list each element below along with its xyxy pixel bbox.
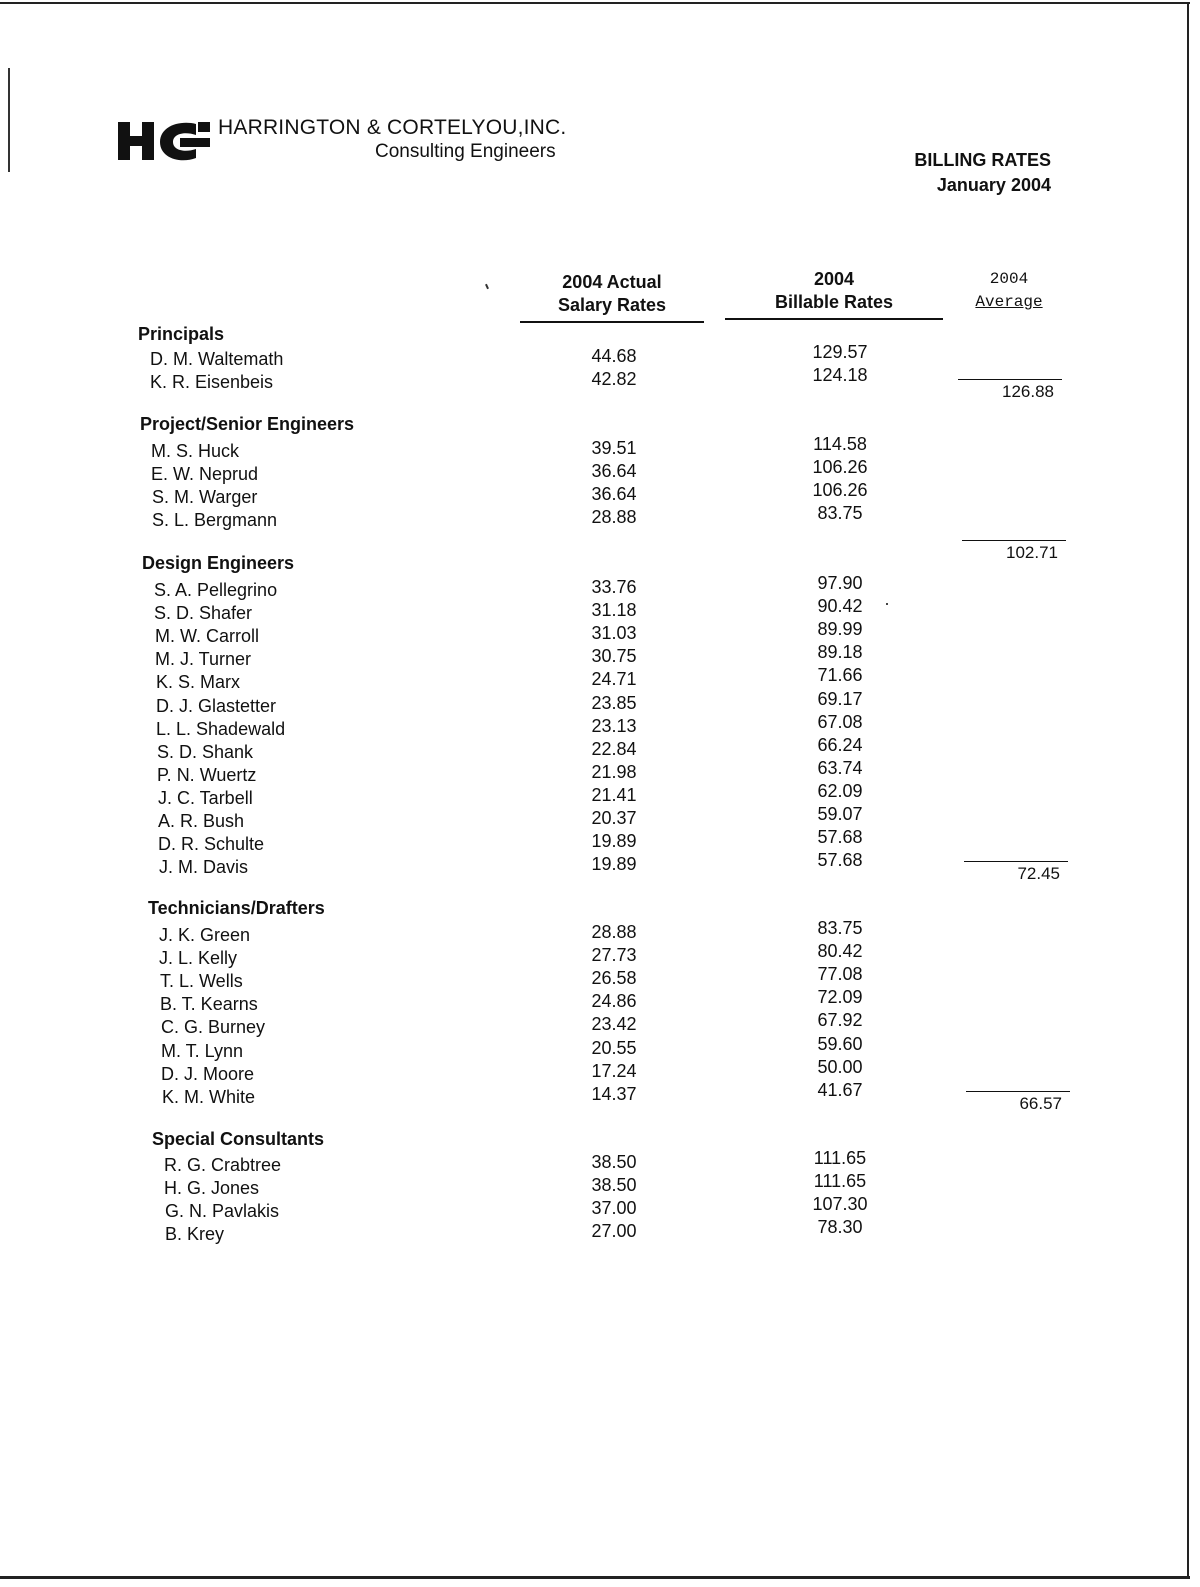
table-row (0, 804, 1100, 831)
billable-rate: 63.74 (817, 758, 863, 778)
salary-rate: 37.00 (591, 1198, 637, 1218)
salary-rate: 23.85 (591, 693, 637, 713)
employee-name: D. R. Schulte (158, 834, 265, 854)
salary-rate: 39.51 (591, 438, 637, 458)
employee-name: B. Krey (165, 1224, 225, 1244)
billable-rate: 83.75 (817, 503, 863, 523)
average-value: 72.45 (1017, 864, 1060, 883)
salary-rate: 26.58 (591, 968, 637, 988)
employee-name: D. M. Waltemath (150, 349, 284, 369)
column-header-billable (725, 268, 943, 320)
section-title: Project/Senior Engineers (140, 414, 355, 434)
billable-rate: 67.92 (817, 1010, 863, 1030)
salary-rate: 44.68 (591, 346, 637, 366)
employee-name: J. K. Green (159, 925, 251, 945)
billable-rate: 69.17 (817, 689, 863, 709)
document-title: BILLING RATES (914, 150, 1051, 170)
salary-rate: 24.86 (591, 991, 637, 1011)
table-row (0, 1080, 1100, 1107)
employee-name: K. M. White (162, 1087, 256, 1107)
employee-name: S. M. Warger (152, 487, 258, 507)
billable-rate: 111.65 (813, 1171, 867, 1191)
table-row (0, 457, 1100, 484)
billable-rate: 89.99 (817, 619, 863, 639)
average-value: 102.71 (1006, 543, 1058, 562)
billable-rate: 57.68 (817, 827, 863, 847)
section-average (966, 1091, 1070, 1117)
billable-header-line2: Billable Rates (774, 292, 894, 312)
employee-name: R. G. Crabtree (164, 1155, 282, 1175)
salary-rate: 42.82 (591, 369, 637, 389)
average-value: 126.88 (1002, 382, 1054, 401)
billable-rate: 89.18 (817, 642, 863, 662)
salary-rate: 28.88 (591, 507, 637, 527)
section-title: Principals (138, 324, 225, 344)
table-row (0, 1217, 1100, 1244)
employee-name: S. D. Shank (157, 742, 254, 762)
table-row (0, 434, 1100, 461)
average-rule (964, 861, 1068, 862)
average-header-line1: 2004 (989, 270, 1029, 288)
table-row (0, 1148, 1100, 1175)
table-row (0, 850, 1100, 877)
table-row (0, 573, 1100, 600)
salary-rate: 38.50 (591, 1152, 637, 1172)
company-subtitle: Consulting Engineers (375, 141, 556, 162)
table-row (0, 642, 1100, 669)
billable-rate: 72.09 (817, 987, 863, 1007)
billable-rate: 80.42 (817, 941, 863, 961)
employee-name: D. J. Moore (161, 1064, 255, 1084)
salary-rate: 20.37 (591, 808, 637, 828)
salary-rate: 31.18 (591, 600, 637, 620)
employee-name: M. W. Carroll (155, 626, 260, 646)
billable-rate: 67.08 (817, 712, 863, 732)
employee-name: E. W. Neprud (151, 464, 259, 484)
scan-border-right (1187, 2, 1189, 1579)
billable-rate: 66.24 (817, 735, 863, 755)
table-row (0, 689, 1100, 716)
table-row (0, 1010, 1100, 1037)
billable-rate: 106.26 (812, 457, 868, 477)
stray-mark (485, 284, 489, 289)
salary-rate: 17.24 (591, 1061, 637, 1081)
table-row (0, 1057, 1100, 1084)
document-date: January 2004 (936, 175, 1051, 195)
salary-header-line1: 2004 Actual (562, 272, 662, 292)
employee-name: A. R. Bush (158, 811, 245, 831)
billable-rate: 77.08 (817, 964, 863, 984)
billable-rate: 107.30 (812, 1194, 868, 1214)
salary-rate: 19.89 (591, 854, 637, 874)
salary-rate: 14.37 (591, 1084, 637, 1104)
table-row (0, 596, 1100, 623)
table-row (0, 1194, 1100, 1221)
table-row (0, 1171, 1100, 1198)
table-row (0, 619, 1100, 646)
section-average (964, 861, 1068, 887)
section-average (958, 379, 1062, 405)
salary-rate: 31.03 (591, 623, 637, 643)
table-row (0, 964, 1100, 991)
table-row (0, 827, 1100, 854)
scan-border-bottom (0, 1576, 1190, 1579)
salary-rate: 23.42 (591, 1014, 637, 1034)
average-value: 66.57 (1019, 1094, 1062, 1113)
employee-name: T. L. Wells (160, 971, 243, 991)
billable-rate: 50.00 (817, 1057, 863, 1077)
table-row (0, 918, 1100, 945)
employee-name: S. L. Bergmann (152, 510, 278, 530)
table-row (0, 758, 1100, 785)
salary-rate: 28.88 (591, 922, 637, 942)
salary-rate: 19.89 (591, 831, 637, 851)
average-header-line2: Average (975, 293, 1043, 311)
billable-rate: 111.65 (813, 1148, 867, 1168)
company-logo (118, 118, 214, 162)
scan-mark (8, 68, 10, 172)
average-rule (958, 379, 1062, 380)
billable-rate: 83.75 (817, 918, 863, 938)
billable-rate: 78.30 (817, 1217, 863, 1237)
salary-rate: 30.75 (591, 646, 637, 666)
billable-rate: 62.09 (817, 781, 863, 801)
billable-rate: 106.26 (812, 480, 868, 500)
billable-rate: 71.66 (817, 665, 863, 685)
salary-rate: 27.00 (591, 1221, 637, 1241)
employee-name: J. M. Davis (159, 857, 249, 877)
employee-name: K. S. Marx (156, 672, 241, 692)
table-row (0, 503, 1100, 530)
employee-name: C. G. Burney (161, 1017, 266, 1037)
table-row (0, 781, 1100, 808)
scan-border-top (0, 2, 1190, 4)
section-title: Special Consultants (152, 1129, 325, 1149)
billable-header-line1: 2004 (813, 269, 855, 289)
salary-rate: 20.55 (591, 1038, 637, 1058)
employee-name: J. C. Tarbell (158, 788, 253, 808)
salary-rate: 24.71 (591, 669, 637, 689)
employee-name: M. T. Lynn (161, 1041, 244, 1061)
table-row (0, 480, 1100, 507)
table-row (0, 941, 1100, 968)
table-row (0, 365, 1100, 392)
salary-rate: 36.64 (591, 484, 637, 504)
table-row (0, 665, 1100, 692)
table-row (0, 987, 1100, 1014)
employee-name: D. J. Glastetter (156, 696, 277, 716)
section-title: Design Engineers (142, 553, 295, 573)
salary-rate: 36.64 (591, 461, 637, 481)
salary-rate: 21.41 (591, 785, 637, 805)
billable-rate: 129.57 (812, 342, 868, 362)
employee-name: L. L. Shadewald (156, 719, 286, 739)
employee-name: P. N. Wuertz (157, 765, 257, 785)
employee-name: M. J. Turner (155, 649, 252, 669)
table-row (0, 1034, 1100, 1061)
billable-rate: 97.90 (817, 573, 863, 593)
salary-rate: 33.76 (591, 577, 637, 597)
employee-name: H. G. Jones (164, 1178, 260, 1198)
billable-rate: 59.07 (817, 804, 863, 824)
section-title: Technicians/Drafters (148, 898, 325, 918)
salary-rate: 27.73 (591, 945, 637, 965)
billable-rate: 59.60 (817, 1034, 863, 1054)
salary-rate: 23.13 (591, 716, 637, 736)
employee-name: K. R. Eisenbeis (150, 372, 274, 392)
billable-rate: 57.68 (817, 850, 863, 870)
salary-rate: 38.50 (591, 1175, 637, 1195)
section-average (962, 540, 1066, 566)
column-header-salary (520, 271, 704, 323)
employee-name: J. L. Kelly (159, 948, 238, 968)
average-rule (966, 1091, 1070, 1092)
table-row (0, 712, 1100, 739)
billable-rate: 90.42 (817, 596, 863, 616)
billable-header-rule (725, 318, 943, 320)
employee-name: B. T. Kearns (160, 994, 258, 1014)
table-row (0, 342, 1100, 369)
salary-rate: 21.98 (591, 762, 637, 782)
salary-header-rule (520, 321, 704, 323)
billable-rate: 41.67 (817, 1080, 863, 1100)
employee-name: M. S. Huck (151, 441, 240, 461)
employee-name: S. D. Shafer (154, 603, 253, 623)
employee-name: S. A. Pellegrino (154, 580, 278, 600)
employee-name: G. N. Pavlakis (165, 1201, 280, 1221)
billable-rate: 124.18 (812, 365, 868, 385)
salary-rate: 22.84 (591, 739, 637, 759)
column-header-average (962, 268, 1056, 314)
company-name: HARRINGTON & CORTELYOU,INC. (218, 116, 567, 139)
billable-rate: 114.58 (813, 434, 867, 454)
table-row (0, 735, 1100, 762)
salary-header-line2: Salary Rates (557, 295, 667, 315)
average-rule (962, 540, 1066, 541)
